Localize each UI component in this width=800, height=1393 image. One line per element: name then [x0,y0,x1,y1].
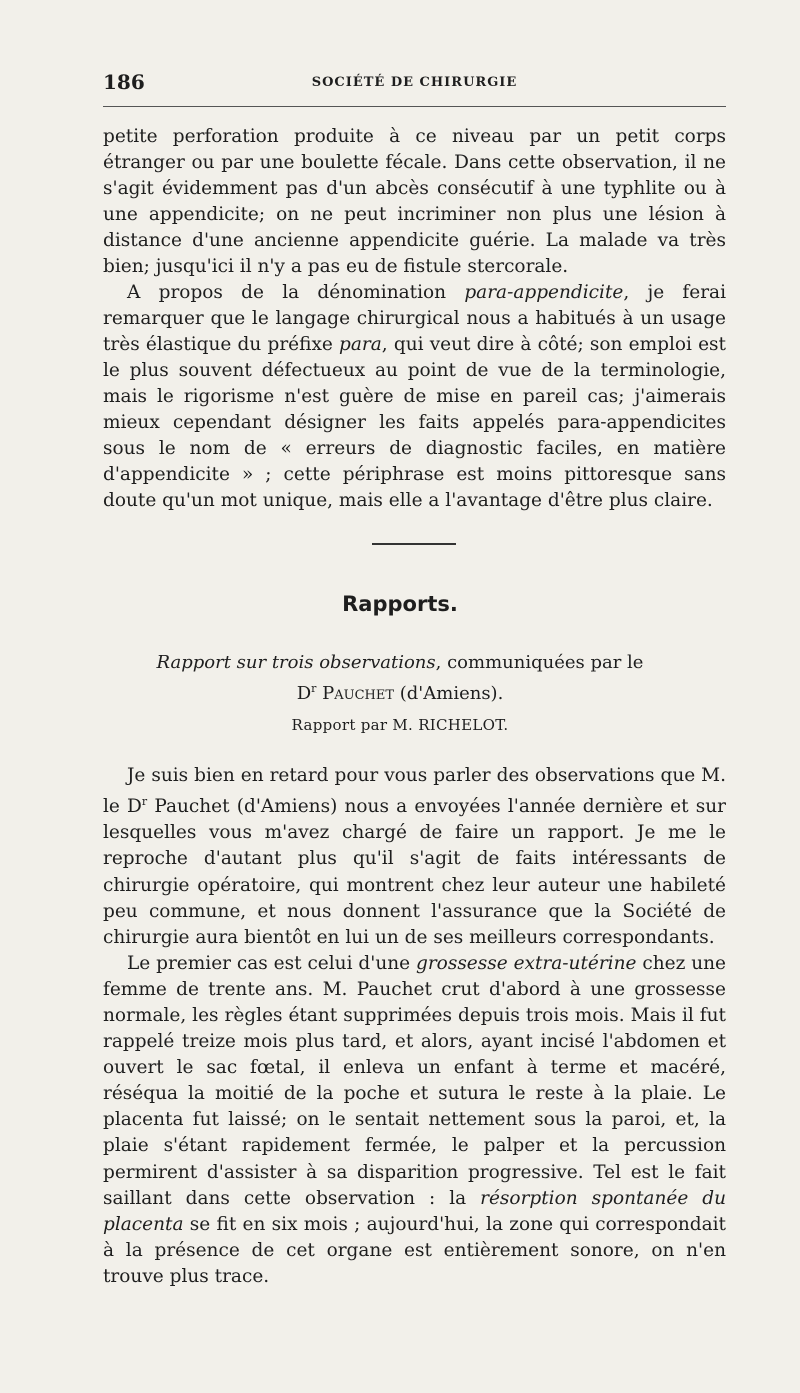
text-run: Je suis bien en retard pour vous parler des observations que M. le D [103,765,726,818]
text-block-top [103,124,726,514]
italic-run: résorption spontanée du placenta [103,1187,726,1235]
text-run: se fit en six mois ; aujourd'hui, la zone qui correspondait à la présence de cet organe est entièrement sonore, on n'en trouve plus trace. [103,1213,726,1287]
text-run: Le premier cas est celui d'une [127,952,416,974]
text-run: , je ferai remarquer que le langage chirurgical nous a habitués à un usage très élastique du préfixe [103,282,726,355]
report-title-line-2 [0,676,800,707]
italic-run: para-appendicite [464,282,624,303]
text-run: chez une femme de trente ans. M. Pauchet crut d'abord à une grossesse normale, les règles étant supprimées depuis trois mois. Mais il fut rappelé treize mois plus tard, et alors, ayant incisé l'abdomen et ouvert le sac fœtal, il enleva un enfant à terme et macéré, réséqua la moitié de la poche et sutura le reste à la plaie. Le placenta fut laissé; on le sentait nettement sous la paroi, et, la plaie s'étant rapidement fermée, le palper et la percussion permirent d'assister à sa disparition progressive. Tel est le fait saillant dans cette observation : la [103,952,726,1209]
report-title [0,650,800,707]
page-header [103,68,726,102]
section-separator [372,543,456,545]
author-location: (d'Amiens). [394,683,504,704]
report-byline: Rapport par M. RICHELOT. [291,716,509,734]
paragraph-3 [103,763,726,951]
paragraph-1: petite perforation produite à ce niveau par un petit corps étranger ou par une boulette fécale. Dans cette observation, il ne s'agit évidemment pas d'un abcès consécutif à une typhlite ou à une appendicite; on ne peut incriminer non plus une lésion à distance d'une ancienne appendicite guérie. La malade va très bien; jusqu'ici il n'y a pas eu de fistule stercorale. [103,126,726,277]
report-title-rest: , communiquées par le [435,652,644,673]
doctor-abbrev-sup: r [311,682,317,695]
italic-run: grossesse extra-utérine [416,952,637,974]
text-block-bottom [103,763,726,1290]
text-run: A propos de la dénomination [127,282,465,303]
report-title-line-1 [0,650,800,676]
doctor-abbrev: D [296,683,312,704]
paragraph-4 [103,951,726,1290]
author-name: Pauchet [322,683,395,704]
paragraph-2 [103,280,726,514]
running-head: SOCIÉTÉ DE CHIRURGIE [311,75,518,90]
superscript: r [141,795,148,809]
text-run: Pauchet (d'Amiens) nous a envoyées l'année dernière et sur lesquelles vous m'avez chargé de faire un rapport. Je me le reproche d'autant plus qu'il s'agit de faits intéressants de chirurgie opératoire, qui montrent chez leur auteur une habileté peu commune, et nous donnent l'assurance que la Société de chirurgie aura bientôt en lui un de ses meilleurs correspondants. [103,796,726,948]
text-run: , qui veut dire à côté; son emploi est le plus souvent défectueux au point de vue de la terminologie, mais le rigorisme n'est guère de mise en pareil cas; j'aimerais mieux cependant désigner les faits appelés para-appendicites sous le nom de « erreurs de diagnostic faciles, en matière d'appendicite » ; cette périphrase est moins pittoresque sans doute qu'un mot unique, mais elle a l'avantage d'être plus claire. [103,334,726,511]
report-title-italic: Rapport sur trois observations [156,652,436,673]
header-rule [103,106,726,107]
italic-run: para [339,334,382,355]
page-number: 186 [103,70,145,94]
section-title: Rapports. [342,592,458,616]
